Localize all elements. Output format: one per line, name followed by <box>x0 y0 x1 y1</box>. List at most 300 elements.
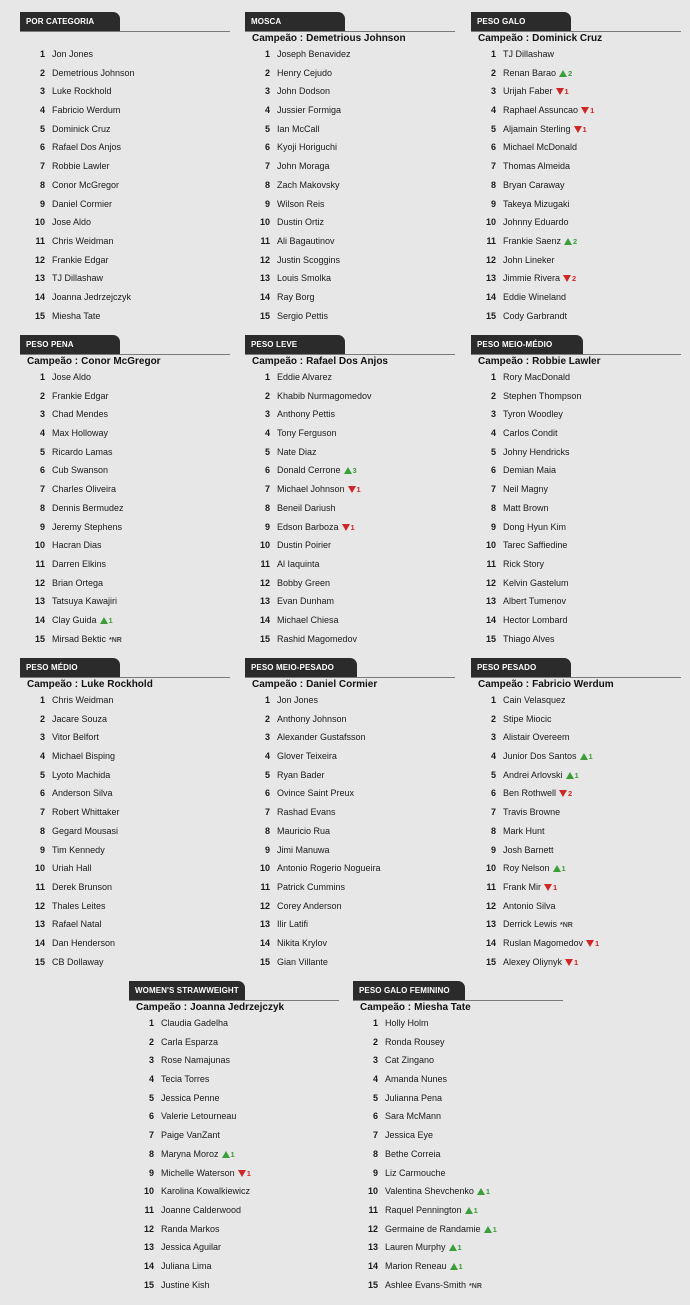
champion-line <box>245 678 455 691</box>
champion-name: Joanna Jedrzejczyk <box>190 1002 285 1013</box>
movement-down <box>574 121 587 140</box>
fighter-name: Maryna Moroz <box>161 1148 219 1159</box>
rank-number: 6 <box>490 465 496 476</box>
rank-number: 13 <box>143 1242 154 1253</box>
ranking-row <box>471 405 681 424</box>
rank-number: 4 <box>39 428 45 439</box>
division-tab: PESO MÉDIO <box>20 658 120 677</box>
ranking-row <box>353 1107 563 1126</box>
fighter-name: Jeremy Stephens <box>52 521 123 532</box>
rank-number: 10 <box>259 540 270 551</box>
rank-number: 7 <box>264 484 270 495</box>
movement-down <box>342 519 355 538</box>
rank-number: 10 <box>34 863 45 874</box>
ranking-row <box>471 915 681 934</box>
ranking-row <box>20 269 230 288</box>
ranking-row <box>471 499 681 518</box>
fighter-name: Dustin Ortiz <box>277 217 325 228</box>
not-ranked-badge: *NR <box>109 636 122 644</box>
rank-number: 7 <box>490 484 496 495</box>
division-tab: PESO MEIO-PESADO <box>245 658 357 677</box>
rank-number: 6 <box>39 465 45 476</box>
movement-value: 1 <box>350 522 355 532</box>
triangle-down-icon <box>563 275 571 282</box>
ranking-row <box>245 251 455 270</box>
fighter-name: Derek Brunson <box>52 881 113 892</box>
rank-number: 3 <box>490 86 496 97</box>
ranking-row <box>471 878 681 897</box>
ranking-row <box>245 307 455 326</box>
ranking-row <box>353 1257 563 1276</box>
ranking-row <box>129 1089 339 1108</box>
triangle-down-icon <box>586 940 594 947</box>
fighter-name: John Dodson <box>277 86 331 97</box>
fighter-name: Michael Johnson <box>277 484 345 495</box>
triangle-up-icon <box>553 865 561 872</box>
ranking-row <box>353 1014 563 1033</box>
rank-number: 15 <box>34 956 45 967</box>
movement-value: 1 <box>595 938 600 948</box>
triangle-up-icon <box>222 1151 230 1158</box>
division-tab: PESO GALO FEMININO <box>353 981 465 1000</box>
rank-number: 4 <box>490 428 496 439</box>
ranking-row <box>245 953 455 972</box>
ranking-row <box>471 387 681 406</box>
ranking-row <box>245 841 455 860</box>
rank-number: 3 <box>372 1055 378 1066</box>
fighter-name: Tatsuya Kawajiri <box>52 596 118 607</box>
ranking-row <box>471 269 681 288</box>
fighter-name: Vitor Belfort <box>52 732 99 743</box>
ranking-row <box>245 443 455 462</box>
fighter-name: Dan Henderson <box>52 937 116 948</box>
ranking-row <box>20 897 230 916</box>
ranking-list <box>20 368 230 648</box>
champion-line <box>20 678 230 691</box>
ranking-row <box>353 1201 563 1220</box>
fighter-name: Gian Villante <box>277 956 328 967</box>
ranking-row <box>471 288 681 307</box>
rank-number: 11 <box>35 881 45 892</box>
ranking-row <box>471 157 681 176</box>
ranking-row <box>245 269 455 288</box>
rank-number: 12 <box>34 254 45 265</box>
rank-number: 12 <box>259 900 270 911</box>
rank-number: 2 <box>148 1036 154 1047</box>
rank-number: 1 <box>372 1018 378 1028</box>
champion-line <box>245 32 455 45</box>
ranking-row <box>245 822 455 841</box>
ranking-row <box>471 232 681 251</box>
fighter-name: Johnny Eduardo <box>503 217 569 228</box>
rank-number: 5 <box>490 769 496 780</box>
fighter-name: Antonio Rogerio Nogueira <box>277 863 381 874</box>
rank-number: 9 <box>490 844 496 855</box>
fighter-name: Frankie Edgar <box>52 254 109 265</box>
fighter-name: Uriah Hall <box>52 863 92 874</box>
movement-value: 1 <box>588 752 593 762</box>
champion-name: Daniel Cormier <box>306 679 378 690</box>
fighter-name: John Lineker <box>503 254 555 265</box>
fighter-name: Ali Bagautinov <box>277 235 335 246</box>
rank-number: 1 <box>264 372 270 382</box>
fighter-name: Raquel Pennington <box>385 1204 462 1215</box>
ranking-row <box>129 1051 339 1070</box>
fighter-name: Brian Ortega <box>52 577 104 588</box>
rank-number: 12 <box>485 577 496 588</box>
rank-number: 9 <box>39 521 45 532</box>
rank-number: 13 <box>34 273 45 284</box>
ranking-row <box>20 728 230 747</box>
fighter-name: Patrick Cummins <box>277 881 346 892</box>
movement-up <box>344 462 357 481</box>
movement-value: 1 <box>485 1187 491 1197</box>
rank-number: 10 <box>367 1186 378 1197</box>
ranking-row <box>471 934 681 953</box>
champion-name: Fabricio Werdum <box>532 679 614 690</box>
ranking-row <box>245 101 455 120</box>
champion-name: Robbie Lawler <box>532 356 601 367</box>
ranking-row <box>20 176 230 195</box>
ranking-row <box>471 138 681 157</box>
ranking-row <box>20 157 230 176</box>
division-panel <box>245 334 455 648</box>
rank-number: 12 <box>485 900 496 911</box>
ranking-row <box>20 934 230 953</box>
rank-number: 4 <box>39 105 45 116</box>
division-panel <box>471 334 681 648</box>
fighter-name: Robert Whittaker <box>52 807 120 818</box>
fighter-name: Wilson Reis <box>277 198 325 209</box>
rank-number: 2 <box>39 67 45 78</box>
fighter-name: Rafael Natal <box>52 919 102 930</box>
ranking-row <box>471 728 681 747</box>
fighter-name: Tyron Woodley <box>503 409 563 420</box>
fighter-name: Jessica Penne <box>161 1092 220 1103</box>
triangle-up-icon <box>100 617 108 624</box>
triangle-up-icon <box>450 1263 458 1270</box>
ranking-row <box>129 1145 339 1164</box>
movement-value: 1 <box>574 957 579 967</box>
division-tab: POR CATEGORIA <box>20 12 120 31</box>
fighter-name: Bryan Caraway <box>503 179 565 190</box>
ranking-row <box>471 120 681 139</box>
fighter-name: Kelvin Gastelum <box>503 577 569 588</box>
champion-name: Demetrious Johnson <box>306 33 406 44</box>
triangle-down-icon <box>574 126 582 133</box>
ranking-row <box>245 288 455 307</box>
fighter-name: Mirsad Bektic <box>52 633 107 644</box>
fighter-name: Ronda Rousey <box>385 1036 445 1047</box>
fighter-name: Juliana Lima <box>161 1260 212 1271</box>
rank-number: 8 <box>39 179 45 190</box>
fighter-name: Valentina Shevchenko <box>385 1186 474 1197</box>
ranking-row <box>471 443 681 462</box>
rank-number: 2 <box>39 390 45 401</box>
ranking-row <box>129 1126 339 1145</box>
movement-down <box>563 270 576 289</box>
fighter-name: Urijah Faber <box>503 86 553 97</box>
ranking-row <box>471 574 681 593</box>
fighter-name: Robbie Lawler <box>52 161 110 172</box>
fighter-name: Alexander Gustafsson <box>277 732 366 743</box>
ranking-row <box>245 747 455 766</box>
champion-name: Dominick Cruz <box>532 33 603 44</box>
champion-label: Campeão : <box>478 356 530 367</box>
fighter-name: Max Holloway <box>52 428 109 439</box>
ranking-row <box>245 574 455 593</box>
rank-number: 15 <box>143 1279 154 1290</box>
champion-name: Luke Rockhold <box>81 679 153 690</box>
rank-number: 5 <box>264 123 270 134</box>
ranking-row <box>20 120 230 139</box>
rank-number: 13 <box>259 919 270 930</box>
triangle-down-icon <box>581 107 589 114</box>
fighter-name: Chris Weidman <box>52 235 114 246</box>
fighter-name: Hacran Dias <box>52 540 102 551</box>
ranking-list <box>245 691 455 971</box>
fighter-name: Cain Velasquez <box>503 695 566 705</box>
rank-number: 10 <box>259 863 270 874</box>
rank-number: 11 <box>35 235 45 246</box>
ranking-row <box>245 82 455 101</box>
champion-label: Campeão : <box>252 356 304 367</box>
fighter-name: Demetrious Johnson <box>52 67 135 78</box>
ranking-row <box>20 784 230 803</box>
triangle-up-icon <box>566 772 574 779</box>
champion-name: Conor McGregor <box>81 356 161 367</box>
rank-number: 11 <box>368 1204 378 1215</box>
fighter-name: Beneil Dariush <box>277 502 336 513</box>
fighter-name: Dennis Bermudez <box>52 502 124 513</box>
fighter-name: Al Iaquinta <box>277 558 320 569</box>
fighter-name: Jimi Manuwa <box>277 844 330 855</box>
ranking-row <box>245 691 455 710</box>
ranking-row <box>471 368 681 387</box>
ranking-row <box>245 728 455 747</box>
ranking-row <box>471 710 681 729</box>
fighter-name: Joanna Jedrzejczyk <box>52 291 132 302</box>
ranking-row <box>20 307 230 326</box>
rank-number: 5 <box>39 769 45 780</box>
rank-number: 6 <box>39 788 45 799</box>
movement-up <box>222 1146 235 1165</box>
ranking-row <box>20 288 230 307</box>
movement-up <box>450 1258 463 1277</box>
rank-number: 3 <box>39 86 45 97</box>
ranking-list <box>20 45 230 325</box>
fighter-name: Anderson Silva <box>52 788 113 799</box>
divider <box>20 31 230 32</box>
ranking-row <box>20 387 230 406</box>
movement-up <box>580 748 593 767</box>
movement-value: 1 <box>246 1168 251 1178</box>
movement-value: 1 <box>561 864 566 874</box>
triangle-up-icon <box>477 1188 485 1195</box>
ranking-row <box>471 82 681 101</box>
fighter-name: Tim Kennedy <box>52 844 105 855</box>
ranking-row <box>245 157 455 176</box>
fighter-name: Karolina Kowalkiewicz <box>161 1186 251 1197</box>
fighter-name: Liz Carmouche <box>385 1167 446 1178</box>
rank-number: 11 <box>486 558 496 569</box>
movement-up <box>553 860 566 879</box>
ranking-row <box>471 691 681 710</box>
ranking-row <box>245 213 455 232</box>
fighter-name: Justin Scoggins <box>277 254 341 265</box>
rank-number: 14 <box>34 614 45 625</box>
rank-number: 11 <box>260 558 270 569</box>
ranking-row <box>20 822 230 841</box>
ranking-row <box>245 897 455 916</box>
ranking-row <box>20 138 230 157</box>
rank-number: 11 <box>144 1204 154 1215</box>
fighter-name: Roy Nelson <box>503 863 550 874</box>
fighter-name: Johny Hendricks <box>503 446 570 457</box>
ranking-row <box>20 213 230 232</box>
ranking-row <box>471 747 681 766</box>
ranking-row <box>245 766 455 785</box>
ranking-row <box>20 592 230 611</box>
rank-number: 10 <box>485 863 496 874</box>
fighter-name: Cub Swanson <box>52 465 109 476</box>
ranking-row <box>353 1033 563 1052</box>
ranking-row <box>20 536 230 555</box>
fighter-name: Mark Hunt <box>503 825 545 836</box>
fighter-name: Ricardo Lamas <box>52 446 113 457</box>
fighter-name: Ray Borg <box>277 291 315 302</box>
rank-number: 14 <box>485 291 496 302</box>
movement-value: 2 <box>568 68 573 78</box>
rank-number: 8 <box>264 502 270 513</box>
rank-number: 5 <box>372 1092 378 1103</box>
rank-number: 1 <box>39 695 45 705</box>
rank-number: 4 <box>264 751 270 762</box>
rank-number: 13 <box>485 273 496 284</box>
triangle-down-icon <box>559 790 567 797</box>
ranking-row <box>245 915 455 934</box>
rank-number: 13 <box>259 273 270 284</box>
rank-number: 1 <box>264 695 270 705</box>
ranking-row <box>20 405 230 424</box>
rank-number: 6 <box>490 142 496 153</box>
ranking-row <box>471 803 681 822</box>
fighter-name: Edson Barboza <box>277 521 339 532</box>
fighter-name: Junior Dos Santos <box>503 751 577 762</box>
rank-number: 6 <box>490 788 496 799</box>
ranking-row <box>471 822 681 841</box>
champion-line <box>471 32 681 45</box>
movement-value: 1 <box>582 124 587 134</box>
division-panel <box>245 657 455 971</box>
fighter-name: Zach Makovsky <box>277 179 340 190</box>
triangle-up-icon <box>484 1226 492 1233</box>
fighter-name: TJ Dillashaw <box>52 273 104 284</box>
fighter-name: Alistair Overeem <box>503 732 570 743</box>
fighter-name: Tecia Torres <box>161 1074 210 1085</box>
rank-number: 10 <box>485 217 496 228</box>
movement-down <box>556 83 569 102</box>
ranking-row <box>245 368 455 387</box>
ranking-row <box>353 1145 563 1164</box>
fighter-name: Antonio Silva <box>503 900 556 911</box>
ranking-row <box>471 307 681 326</box>
fighter-name: Ben Rothwell <box>503 788 557 799</box>
rank-number: 13 <box>34 596 45 607</box>
fighter-name: Kyoji Horiguchi <box>277 142 338 153</box>
rank-number: 8 <box>39 502 45 513</box>
fighter-name: Chris Weidman <box>52 695 114 705</box>
fighter-name: Carla Esparza <box>161 1036 219 1047</box>
rank-number: 12 <box>259 254 270 265</box>
ranking-row <box>20 424 230 443</box>
fighter-name: Rashid Magomedov <box>277 633 358 644</box>
fighter-name: Nate Diaz <box>277 446 317 457</box>
ranking-row <box>471 461 681 480</box>
fighter-name: Clay Guida <box>52 614 97 625</box>
rank-number: 6 <box>372 1111 378 1122</box>
ranking-row <box>20 878 230 897</box>
rank-number: 14 <box>34 937 45 948</box>
division-panel <box>20 657 230 971</box>
rank-number: 12 <box>485 254 496 265</box>
fighter-name: Eddie Wineland <box>503 291 567 302</box>
rank-number: 13 <box>34 919 45 930</box>
ranking-row <box>353 1276 563 1295</box>
ranking-row <box>471 101 681 120</box>
fighter-name: Frankie Saenz <box>503 235 562 246</box>
rank-number: 8 <box>264 825 270 836</box>
ranking-row <box>471 592 681 611</box>
movement-up <box>449 1239 462 1258</box>
fighter-name: Donald Cerrone <box>277 465 341 476</box>
rank-number: 9 <box>39 844 45 855</box>
rank-number: 5 <box>264 446 270 457</box>
fighter-name: Joseph Benavidez <box>277 49 351 59</box>
champion-line <box>20 355 230 368</box>
movement-value: 1 <box>230 1149 235 1159</box>
rank-number: 11 <box>260 881 270 892</box>
ranking-row <box>353 1182 563 1201</box>
movement-down <box>581 102 594 121</box>
movement-up <box>465 1202 478 1221</box>
fighter-name: Thomas Almeida <box>503 161 571 172</box>
rank-number: 11 <box>260 235 270 246</box>
rank-number: 6 <box>264 465 270 476</box>
ranking-row <box>245 878 455 897</box>
movement-up <box>564 233 577 252</box>
ranking-row <box>20 630 230 649</box>
ranking-list <box>245 45 455 325</box>
fighter-name: Frankie Edgar <box>52 390 109 401</box>
ranking-row <box>245 499 455 518</box>
ranking-row <box>129 1033 339 1052</box>
ranking-row <box>245 592 455 611</box>
rank-number: 4 <box>148 1074 154 1085</box>
rank-number: 9 <box>490 198 496 209</box>
fighter-name: Aljamain Sterling <box>503 123 571 134</box>
ranking-list <box>245 368 455 648</box>
champion-line <box>471 355 681 368</box>
ranking-row <box>471 536 681 555</box>
rank-number: 6 <box>39 142 45 153</box>
fighter-name: Ovince Saint Preux <box>277 788 355 799</box>
ranking-row <box>353 1126 563 1145</box>
ranking-row <box>20 841 230 860</box>
rank-number: 7 <box>490 807 496 818</box>
rank-number: 13 <box>485 596 496 607</box>
rank-number: 6 <box>264 142 270 153</box>
